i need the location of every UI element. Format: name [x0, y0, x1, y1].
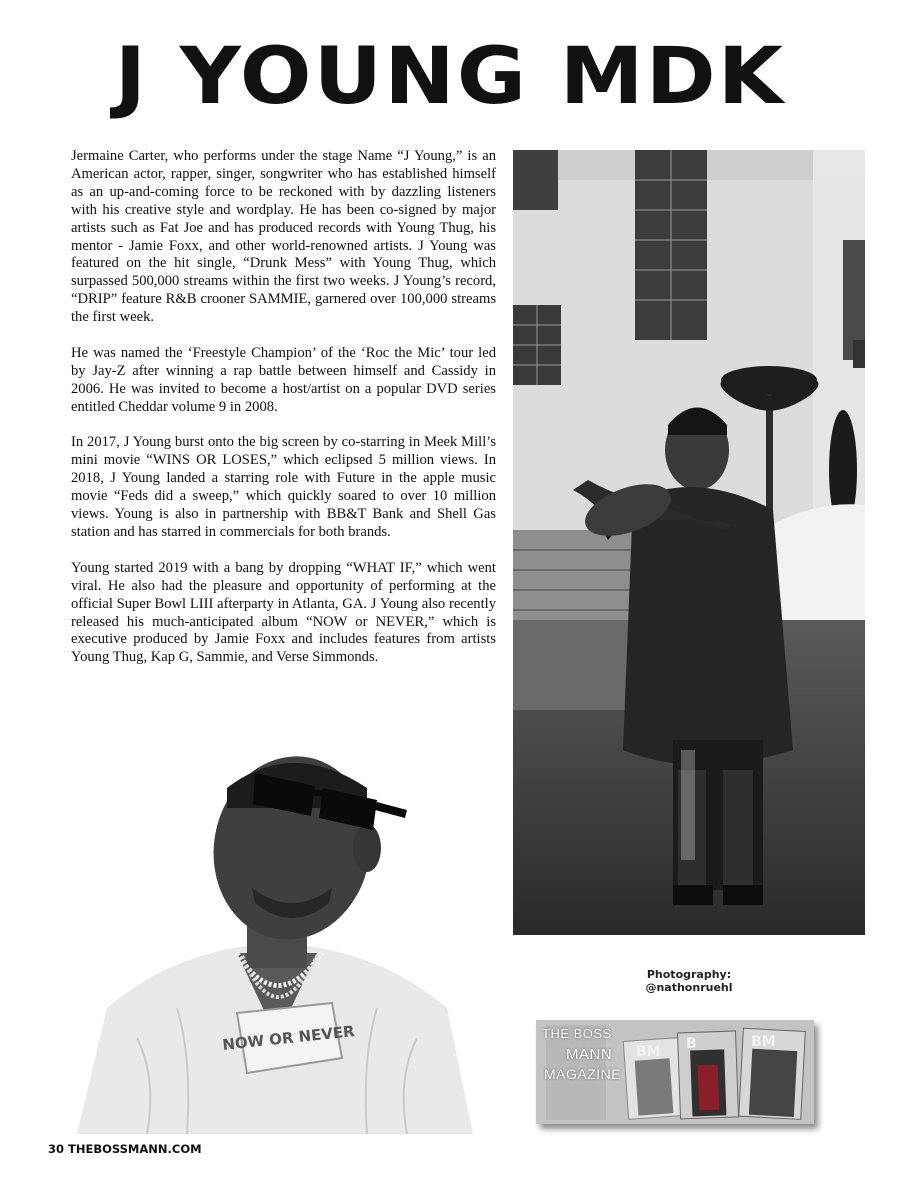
page-footer: 30 THEBOSSMANN.COM	[48, 1142, 202, 1156]
article-paragraph: In 2017, J Young burst onto the big screen by co-starring in Meek Mill’s mini movie “WINS OR LOSES,” which eclipsed 5 million views. In 2018, J Young landed a starring role with Future in the apple music movie “Feds did a sweep,” which quickly soared to over 10 million views. Young is also in partnership with BB&T Bank and Shell Gas station and has starred in commercials for both brands.	[71, 434, 496, 540]
photo-credit: Photography: @nathonruehl	[645, 968, 733, 994]
ad-title-line2: MANN	[566, 1046, 613, 1063]
street-photo-illustration	[513, 150, 865, 935]
ad-title-line1: THE BOSS	[542, 1026, 612, 1041]
article-body	[71, 148, 496, 685]
page-title: J YOUNG MDK	[114, 32, 786, 122]
ad-title-line3: MAGAZINE	[544, 1066, 622, 1082]
portrait-illustration	[77, 738, 473, 1134]
ad-cover-mark: BM	[751, 1034, 776, 1050]
article-paragraph: Jermaine Carter, who performs under the stage Name “J Young,” is an American actor, rapper, singer, songwriter who has established himself as an up-and-coming force to be reckoned with by dazzling listeners with his creative style and wordplay. He has been co-signed by major artists such as Fat Joe and has produced records with Young Thug, his mentor - Jamie Foxx, and other world-renowned artists. J Young was featured on the hit single, “Drunk Mess” with Young Thug, which surpassed 500,000 streams within the first two weeks. J Young’s record, “DRIP” feature R&B crooner SAMMIE, garnered over 100,000 streams the first week.	[71, 148, 496, 326]
pendant-text: NOW OR NEVER	[221, 1022, 356, 1054]
article-paragraph: He was named the ‘Freestyle Champion’ of the ‘Roc the Mic’ tour led by Jay-Z after winning a rap battle between himself and Cassidy in 2006. He was invited to become a host/artist on a popular DVD series entitled Cheddar volume 9 in 2008.	[71, 344, 496, 415]
article-paragraph: Young started 2019 with a bang by dropping “WHAT IF,” which went viral. He also had the pleasure and opportunity of performing at the official Super Bowl LIII afterparty in Atlanta, GA. J Young also recently released his much-anticipated album “NOW or NEVER,” which is executive produced by Jamie Foxx and includes features from artists Young Thug, Kap G, Sammie, and Verse Simmonds.	[71, 559, 496, 666]
magazine-ad[interactable]	[536, 1020, 814, 1124]
ad-cover-mark: B	[686, 1036, 697, 1052]
ad-cover-mark: BM	[636, 1044, 661, 1060]
portrait-photo	[77, 738, 473, 1134]
main-photo	[513, 150, 865, 935]
